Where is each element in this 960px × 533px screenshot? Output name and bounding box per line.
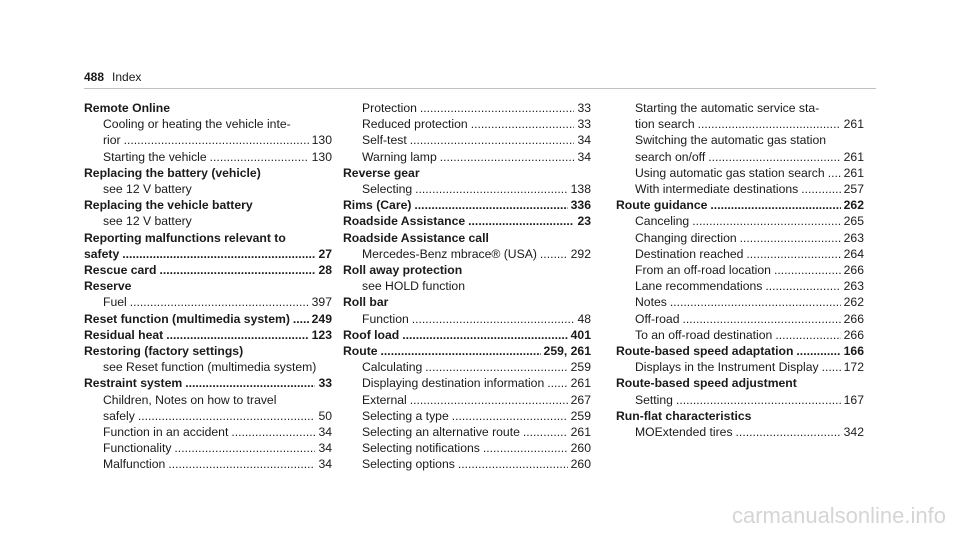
entry-label: Switching the automatic gas station: [635, 133, 827, 148]
entry-label: Off-road: [635, 311, 680, 326]
leader-dots: [523, 424, 568, 440]
entry-label: Malfunction: [103, 457, 166, 472]
index-subentry: [616, 213, 864, 229]
index-subentry: [616, 149, 864, 165]
entry-label: Route-based speed adjustment: [616, 376, 797, 391]
entry-label: Run-flat characteristics: [616, 408, 752, 423]
index-subentry: [343, 359, 591, 375]
entry-label: Canceling: [635, 214, 690, 229]
index-heading: [84, 165, 332, 181]
entry-label: Route-based speed adaptation: [616, 344, 794, 359]
entry-label: Functionality: [103, 441, 172, 456]
leader-dots: [765, 278, 840, 294]
index-heading: [616, 375, 864, 391]
entry-label: Restraint system: [84, 376, 183, 391]
index-column-3: [616, 100, 864, 440]
page-reference: 261: [843, 149, 864, 164]
leader-dots: [736, 424, 841, 440]
page-reference: 138: [570, 182, 591, 197]
entry-label: Reverse gear: [343, 165, 420, 180]
leader-dots: [293, 311, 309, 327]
page-reference: 130: [311, 149, 332, 164]
page-reference: 262: [843, 295, 864, 310]
index-subentry: [84, 456, 332, 472]
index-subentry: [616, 424, 864, 440]
index-subentry: [616, 311, 864, 327]
page-reference: 261: [570, 376, 591, 391]
page-reference: 34: [577, 149, 591, 164]
index-heading: [84, 343, 332, 359]
index-heading: [343, 294, 591, 310]
leader-dots: [801, 181, 840, 197]
page-reference: 166: [843, 344, 864, 359]
index-subentry: [343, 278, 591, 294]
page-reference: 263: [843, 230, 864, 245]
index-heading: [84, 278, 332, 294]
leader-dots: [231, 424, 315, 440]
entry-label: Route guidance: [616, 198, 708, 213]
entry-label: Function in an accident: [103, 425, 229, 440]
entry-label: Changing direction: [635, 230, 737, 245]
index-subentry: [616, 230, 864, 246]
page-reference: 33: [577, 117, 591, 132]
index-subentry: [616, 294, 864, 310]
page-reference: 23: [577, 214, 591, 229]
index-heading: [84, 375, 332, 391]
entry-label: Replacing the battery (vehicle): [84, 165, 261, 180]
page-reference: 257: [843, 182, 864, 197]
index-subentry: [84, 359, 332, 375]
index-subentry: [84, 440, 332, 456]
leader-dots: [458, 456, 568, 472]
index-subentry: [616, 181, 864, 197]
page-reference: 260: [570, 441, 591, 456]
entry-label: Calculating: [362, 360, 423, 375]
leader-dots: [410, 132, 575, 148]
index-subentry: [616, 327, 864, 343]
entry-label: With intermediate destinations: [635, 182, 799, 197]
index-subentry: [616, 100, 864, 116]
page-reference: 260: [570, 457, 591, 472]
entry-label: MOExtended tires: [635, 425, 733, 440]
leader-dots: [710, 197, 840, 213]
index-heading: [616, 408, 864, 424]
entry-label: From an off-road location: [635, 263, 771, 278]
index-subentry: [343, 100, 591, 116]
leader-dots: [828, 165, 841, 181]
entry-label: Roll bar: [343, 295, 389, 310]
leader-dots: [168, 456, 315, 472]
leader-dots: [414, 197, 567, 213]
entry-label: rior: [103, 133, 121, 148]
page-title: Index: [112, 70, 142, 84]
page-reference: 130: [311, 133, 332, 148]
leader-dots: [124, 132, 309, 148]
page-reference: 123: [311, 327, 332, 342]
index-subentry: [343, 424, 591, 440]
entry-label: Cooling or heating the vehicle inte-: [103, 117, 291, 132]
index-subentry: [343, 311, 591, 327]
index-subentry: [84, 181, 332, 197]
entry-label: Reduced protection: [362, 117, 468, 132]
index-subentry: [343, 440, 591, 456]
entry-label: see 12 V battery: [103, 214, 192, 229]
entry-label: Notes: [635, 295, 667, 310]
page-reference: 34: [318, 425, 332, 440]
index-subentry: [343, 408, 591, 424]
entry-label: Displays in the Instrument Display: [635, 360, 819, 375]
entry-label: Starting the vehicle: [103, 149, 207, 164]
leader-dots: [822, 359, 841, 375]
leader-dots: [452, 408, 568, 424]
leader-dots: [708, 149, 840, 165]
entry-label: Restoring (factory settings): [84, 344, 244, 359]
index-subentry: [84, 132, 332, 148]
index-heading: [343, 262, 591, 278]
page-reference: 292: [570, 246, 591, 261]
page-reference: 342: [843, 425, 864, 440]
index-heading: [343, 343, 591, 359]
page-reference: 261: [843, 165, 864, 180]
index-heading: [84, 327, 332, 343]
index-heading: [84, 197, 332, 213]
entry-label: Lane recommendations: [635, 279, 763, 294]
page-header: [84, 70, 141, 84]
entry-label: Selecting an alternative route: [362, 425, 520, 440]
index-subentry: [84, 424, 332, 440]
leader-dots: [122, 246, 315, 262]
page-reference: 33: [577, 101, 591, 115]
page-reference: 336: [570, 198, 591, 213]
page-reference: 259: [570, 360, 591, 375]
leader-dots: [160, 262, 316, 278]
leader-dots: [381, 343, 541, 359]
entry-label: safety: [84, 246, 120, 261]
leader-dots: [471, 116, 575, 132]
entry-label: Selecting a type: [362, 408, 449, 423]
leader-dots: [796, 343, 840, 359]
entry-label: Reserve: [84, 279, 132, 294]
leader-dots: [676, 392, 841, 408]
page-reference: 261: [843, 117, 864, 132]
index-subentry: [616, 262, 864, 278]
index-heading: [616, 343, 864, 359]
leader-dots: [410, 392, 568, 408]
entry-label: Protection: [362, 101, 417, 115]
index-subentry: [616, 116, 864, 132]
page-reference: 397: [311, 295, 332, 310]
page-reference: 264: [843, 246, 864, 261]
leader-dots: [440, 149, 575, 165]
index-subentry: [343, 149, 591, 165]
entry-label: Roadside Assistance: [343, 214, 466, 229]
leader-dots: [740, 230, 841, 246]
index-heading: [84, 246, 332, 262]
leader-dots: [420, 100, 575, 116]
page-number: 488: [84, 70, 105, 84]
leader-dots: [540, 246, 568, 262]
page-reference: 48: [577, 311, 591, 326]
entry-label: tion search: [635, 117, 695, 132]
entry-label: Fuel: [103, 295, 127, 310]
leader-dots: [138, 408, 316, 424]
entry-label: To an off-road destination: [635, 327, 773, 342]
leader-dots: [412, 311, 575, 327]
page-reference: 28: [318, 263, 332, 278]
page-reference: 262: [843, 198, 864, 213]
entry-label: Roof load: [343, 327, 400, 342]
page-reference: 167: [843, 392, 864, 407]
leader-dots: [670, 294, 841, 310]
index-subentry: [343, 392, 591, 408]
index-subentry: [84, 149, 332, 165]
entry-label: Selecting notifications: [362, 441, 480, 456]
page-reference: 263: [843, 279, 864, 294]
page-reference: 34: [577, 133, 591, 148]
index-heading: [343, 197, 591, 213]
leader-dots: [185, 375, 315, 391]
index-heading: [84, 262, 332, 278]
entry-label: Reporting malfunctions relevant to: [84, 230, 286, 245]
header-rule: [84, 88, 876, 89]
index-subentry: [343, 116, 591, 132]
entry-label: Mercedes-Benz mbrace® (USA): [362, 246, 537, 261]
entry-label: Warning lamp: [362, 149, 437, 164]
page-reference: 267: [570, 392, 591, 407]
index-heading: [343, 213, 591, 229]
entry-label: Starting the automatic service sta-: [635, 101, 820, 115]
entry-label: Setting: [635, 392, 673, 407]
entry-label: Remote Online: [84, 101, 171, 115]
entry-label: Selecting: [362, 182, 413, 197]
leader-dots: [402, 327, 567, 343]
index-column-1: [84, 100, 332, 473]
leader-dots: [547, 375, 567, 391]
entry-label: Selecting options: [362, 457, 455, 472]
index-subentry: [616, 165, 864, 181]
leader-dots: [166, 327, 308, 343]
leader-dots: [682, 311, 840, 327]
entry-label: Destination reached: [635, 246, 744, 261]
entry-label: Roll away protection: [343, 263, 463, 278]
page-reference: 261: [570, 425, 591, 440]
index-subentry: [343, 181, 591, 197]
page-reference: 50: [318, 408, 332, 423]
leader-dots: [698, 116, 841, 132]
index-subentry: [84, 408, 332, 424]
entry-label: Self-test: [362, 133, 407, 148]
leader-dots: [130, 294, 309, 310]
entry-label: see HOLD function: [362, 279, 465, 294]
page-reference: 249: [311, 311, 332, 326]
leader-dots: [483, 440, 568, 456]
entry-label: Replacing the vehicle battery: [84, 198, 253, 213]
leader-dots: [415, 181, 568, 197]
page-reference: 172: [843, 360, 864, 375]
index-heading: [84, 230, 332, 246]
index-subentry: [616, 278, 864, 294]
index-subentry: [343, 132, 591, 148]
entry-label: Reset function (multimedia system): [84, 311, 290, 326]
index-heading: [343, 165, 591, 181]
page-reference: 265: [843, 214, 864, 229]
leader-dots: [746, 246, 840, 262]
leader-dots: [468, 213, 574, 229]
page-reference: 259, 261: [543, 344, 591, 359]
leader-dots: [210, 149, 309, 165]
entry-label: see 12 V battery: [103, 182, 192, 197]
page-reference: 401: [570, 327, 591, 342]
entry-label: Rescue card: [84, 263, 157, 278]
index-column-2: [343, 100, 591, 473]
entry-label: Displaying destination information: [362, 376, 545, 391]
entry-label: search on/off: [635, 149, 706, 164]
entry-label: Using automatic gas station search: [635, 165, 825, 180]
index-subentry: [84, 294, 332, 310]
leader-dots: [692, 213, 840, 229]
index-subentry: [84, 213, 332, 229]
page-reference: 266: [843, 263, 864, 278]
entry-label: see Reset function (multimedia system): [103, 360, 317, 375]
index-heading: [343, 230, 591, 246]
entry-label: Residual heat: [84, 327, 164, 342]
entry-label: safely: [103, 408, 135, 423]
entry-label: Route: [343, 344, 378, 359]
page-reference: 259: [570, 408, 591, 423]
leader-dots: [425, 359, 567, 375]
entry-label: Rims (Care): [343, 198, 412, 213]
entry-label: External: [362, 392, 407, 407]
page-reference: 266: [843, 311, 864, 326]
page-reference: 266: [843, 327, 864, 342]
index-heading: [616, 197, 864, 213]
leader-dots: [174, 440, 315, 456]
entry-label: Children, Notes on how to travel: [103, 392, 277, 407]
page-reference: 34: [318, 441, 332, 456]
index-subentry: [616, 392, 864, 408]
index-subentry: [343, 375, 591, 391]
index-heading: [343, 327, 591, 343]
index-subentry: [84, 116, 332, 132]
index-subentry: [84, 392, 332, 408]
watermark: carmanualsonline.info: [731, 503, 946, 528]
page-reference: 34: [318, 457, 332, 472]
index-subentry: [616, 132, 864, 148]
leader-dots: [775, 327, 840, 343]
index-heading: [84, 311, 332, 327]
index-subentry: [616, 359, 864, 375]
index-subentry: [343, 246, 591, 262]
entry-label: Function: [362, 311, 409, 326]
index-heading: [84, 100, 332, 116]
page-reference: 33: [318, 376, 332, 391]
entry-label: Roadside Assistance call: [343, 230, 489, 245]
index-subentry: [616, 246, 864, 262]
page-reference: 27: [318, 246, 332, 261]
index-subentry: [343, 456, 591, 472]
leader-dots: [774, 262, 841, 278]
